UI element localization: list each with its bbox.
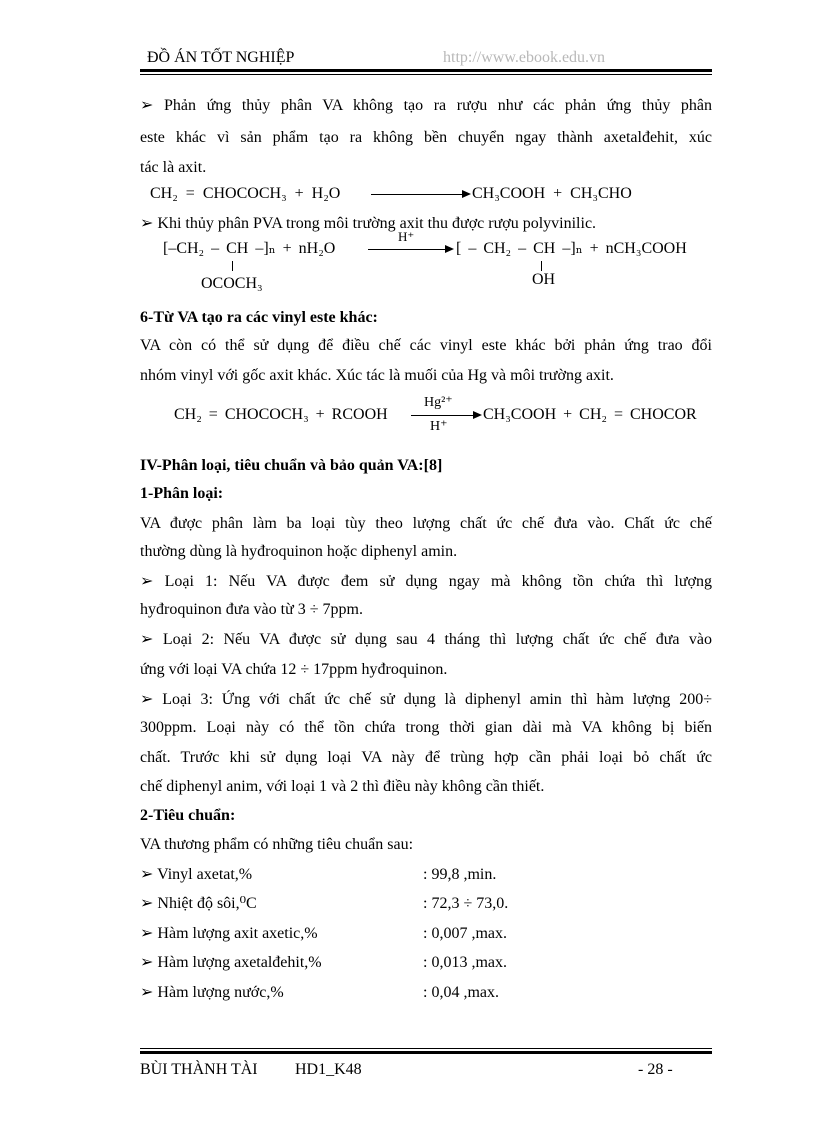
header-title: ĐỒ ÁN TỐT NGHIỆP [147, 49, 295, 66]
footer-rule-thick [140, 1051, 712, 1054]
footer-class: HD1_K48 [295, 1061, 362, 1078]
eq3-rhs: CH₃COOH + CH₂ = CHOCOR [483, 406, 697, 423]
sec6-line1: VA còn có thể sử dụng để điều chế các vinyl este khác bởi phản ứng trao đổi [140, 337, 712, 354]
eq2-rhs: [ – CH₂ – CH –]ₙ + nCH₃COOH [456, 240, 687, 257]
para2: ➢ Khi thủy phân PVA trong môi trường axit thu được rượu polyvinilic. [140, 215, 597, 232]
spec-value: : 99,8 ,min. [423, 866, 497, 883]
header-url: http://www.ebook.edu.vn [443, 49, 606, 66]
eq2-arrow-head-icon [445, 245, 454, 253]
header-rule-thin [140, 74, 712, 75]
spec-value: : 72,3 ÷ 73,0. [423, 895, 509, 912]
eq1-arrow-line [371, 194, 463, 195]
footer-author: BÙI THÀNH TÀI [140, 1061, 258, 1078]
spec-label: ➢ Hàm lượng nước,% [140, 984, 284, 1001]
eq2-bond-left [232, 261, 233, 271]
sub1-l2-line1: ➢ Loại 2: Nếu VA được sử dụng sau 4 tháng thì lượng chất ức chế đưa vào [140, 631, 712, 648]
eq1-lhs: CH₂ = CHOCOCH₃ + H₂O [150, 185, 341, 202]
header-rule-thick [140, 69, 712, 72]
sec6-heading: 6-Từ VA tạo ra các vinyl este khác: [140, 309, 378, 326]
eq2-lhs-sub: OCOCH₃ [201, 275, 263, 292]
eq1-rhs: CH₃COOH + CH₃CHO [472, 185, 632, 202]
sub1-l3-line3: chất. Trước khi sử dụng loại VA này để trùng hợp cần phải loại bỏ chất ức [140, 749, 712, 766]
eq2-rhs-sub: OH [532, 271, 556, 288]
spec-label: ➢ Hàm lượng axetalđehit,% [140, 954, 322, 971]
eq2-arrow-line [368, 249, 446, 250]
bullet-icon: ➢ [140, 866, 154, 883]
sub1-heading: 1-Phân loại: [140, 485, 224, 502]
bullet-icon: ➢ [140, 954, 154, 971]
sub2-intro: VA thương phẩm có những tiêu chuẩn sau: [140, 836, 414, 853]
bullet-icon: ➢ [140, 984, 154, 1001]
sec4-heading: IV-Phân loại, tiêu chuẩn và bảo quản VA:[8] [140, 457, 443, 474]
sub2-heading: 2-Tiêu chuẩn: [140, 807, 236, 824]
footer-page: - 28 - [638, 1061, 673, 1078]
sec6-line2: nhóm vinyl với gốc axit khác. Xúc tác là muối của Hg và môi trường axit. [140, 367, 614, 384]
eq2-lhs: [–CH₂ – CH –]ₙ + nH₂O [163, 240, 336, 257]
para1-line2: este khác vì sản phẩm tạo ra không bền chuyển ngay thành axetalđehit, xúc [140, 129, 712, 146]
bullet-icon: ➢ [140, 925, 154, 942]
spec-value: : 0,013 ,max. [423, 954, 507, 971]
spec-label: ➢ Hàm lượng axit axetic,% [140, 925, 318, 942]
eq1-arrow-head-icon [462, 190, 471, 198]
sub1-l1-line2: hyđroquinon đưa vào từ 3 ÷ 7ppm. [140, 601, 363, 618]
spec-value: : 0,04 ,max. [423, 984, 499, 1001]
sub1-l1-line1: ➢ Loại 1: Nếu VA được đem sử dụng ngay mà không tồn chứa thì lượng [140, 573, 713, 590]
bullet-icon: ➢ [140, 573, 154, 590]
bullet-icon: ➢ [140, 97, 154, 114]
eq3-lhs: CH₂ = CHOCOCH₃ + RCOOH [174, 406, 388, 423]
bullet-icon: ➢ [140, 631, 154, 648]
sub1-line1: VA được phân làm ba loại tùy theo lượng chất ức chế đưa vào. Chất ức chế [140, 515, 712, 532]
sub1-l2-line2: ứng với loại VA chứa 12 ÷ 17ppm hyđroquinon. [140, 661, 448, 678]
sub1-l3-line1: ➢ Loại 3: Ứng với chất ức chế sử dụng là diphenyl amin thì hàm lượng 200÷ [140, 691, 713, 708]
spec-value: : 0,007 ,max. [423, 925, 507, 942]
bullet-icon: ➢ [140, 691, 154, 708]
eq3-cat-bottom: H⁺ [430, 419, 448, 434]
para1-line3: tác là axit. [140, 159, 207, 176]
spec-label: ➢ Nhiệt độ sôi,⁰C [140, 895, 257, 912]
sub1-l3-line2: 300ppm. Loại này có thể tồn chứa trong thời gian dài mà VA không bị biến [140, 719, 712, 736]
bullet-icon: ➢ [140, 215, 154, 232]
para1-line1: ➢ Phản ứng thủy phân VA không tạo ra rượu như các phản ứng thủy phân [140, 97, 713, 114]
footer-rule-thin [140, 1048, 712, 1049]
bullet-icon: ➢ [140, 895, 154, 912]
eq2-catalyst: H⁺ [398, 229, 415, 244]
spec-label: ➢ Vinyl axetat,% [140, 866, 253, 883]
sub1-l3-line4: chế diphenyl anim, với loại 1 và 2 thì điều này không cần thiết. [140, 778, 545, 795]
eq3-cat-top: Hg²⁺ [424, 395, 453, 410]
eq3-arrow-line [411, 415, 474, 416]
eq3-arrow-head-icon [473, 411, 482, 419]
sub1-line2: thường dùng là hyđroquinon hoặc diphenyl amin. [140, 543, 458, 560]
